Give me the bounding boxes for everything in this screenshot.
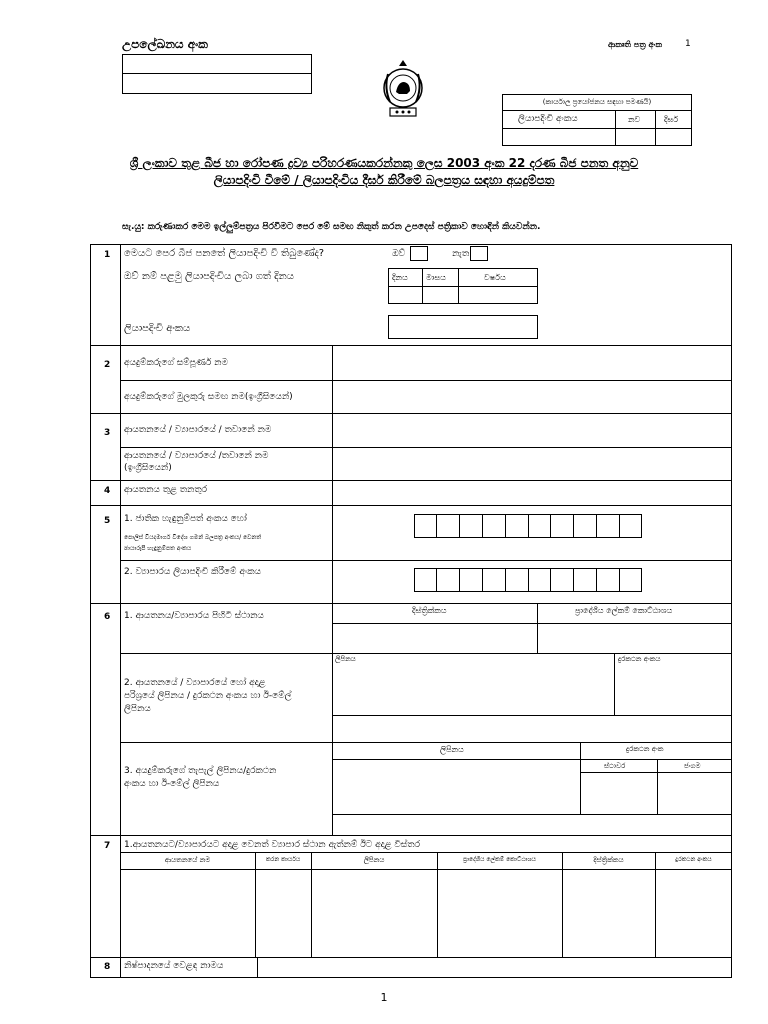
- nic-alternative-note: පොලිස් වියදමාර්ග විදේශ ගමන් බලපත්‍ර අංකය/ වෙනත්: [124, 534, 262, 541]
- col-district: දිස්ත්‍රික්කය: [593, 856, 624, 864]
- institution-name-english-label: ආයතනයේ / ව්‍යාපාරයේ /තවානේ නම: [124, 451, 269, 461]
- premises-address-field-label: ලිපිනය: [335, 655, 356, 663]
- name-with-initials-label: අයදුම්කරුගේ මුලකුරු සමඟ නම(ඉංග්‍රීසියෙන්): [124, 392, 293, 402]
- premises-address-label-3: ලිපිනය: [124, 704, 151, 714]
- col-divisional-secretariat: ප්‍රාදේශීය ලේකම් කොට්ඨාශය: [463, 856, 536, 863]
- trade-name-label: නිෂ්පාදනයේ වෙළඳ නාමය: [124, 961, 224, 971]
- form-number-label: ආකෘති පත්‍ර අංක: [608, 40, 662, 49]
- office-new-label: නව: [628, 115, 641, 124]
- premises-phone-field-label: දුරකථන අංකය: [618, 655, 661, 663]
- mobile-label: ජංගම: [684, 762, 701, 770]
- row-4-number: 4: [104, 486, 111, 496]
- col-function: කරන කාර්යය: [265, 856, 301, 863]
- yes-label: ඔව්: [392, 249, 406, 259]
- premises-phone-field[interactable]: [616, 665, 731, 714]
- location-label: 1. ආයතනය/ව්‍යාපාරය පිහිටි ස්ථානය: [124, 611, 264, 621]
- no-checkbox[interactable]: [470, 246, 488, 261]
- first-registration-date-label: ඔව් නම් පළමු ලියාපදිංචිය ලබා ගත් දිනය: [124, 271, 294, 282]
- office-renew-label: දිර්ඝ: [664, 115, 679, 124]
- business-registration-label: 2. ව්‍යාපාරය ලියාපදිංචි කිරීමේ අංකය: [124, 567, 261, 577]
- form-title-line1: ශ්‍රී ලංකාව තුළ බීජ හා රෝපණ ද්‍රව්‍ය පරිහරණයකරන්නකු ලෙස 2003 අංක 22 දරණ බීජ පනත අනුව: [129, 156, 639, 170]
- form-number-value: 1: [685, 39, 691, 49]
- institution-name-field[interactable]: [334, 415, 730, 446]
- institution-name-english-note: (ඉංග්‍රීසියෙන්): [124, 463, 172, 473]
- full-name-field[interactable]: [334, 347, 730, 379]
- premises-address-label-2: පරිශ්‍රයේ ලිපිනය / දුරකථන අංකය හා ඊ-මේල්: [124, 691, 292, 701]
- postal-address-field[interactable]: [334, 761, 579, 813]
- row-8-number: 8: [104, 962, 111, 972]
- prior-registration-question: මෙයට පෙර බීජ පනතේ ලියාපදිංචි වී තිබුණේද?: [124, 248, 325, 259]
- row-1-number: 1: [104, 250, 111, 260]
- row-5-number: 5: [104, 516, 111, 526]
- year-label: වර්ෂය: [484, 273, 506, 282]
- office-reg-no-label: ලියාපදිංචි අංකය: [518, 114, 578, 124]
- designation-field[interactable]: [334, 482, 730, 504]
- phone-numbers-label: දුරකථන අංක: [626, 745, 664, 753]
- nic-alternative-note-2: ඡායාරූපී හැඳුනුම්පත අංකය: [124, 545, 192, 552]
- mobile-field[interactable]: [659, 774, 731, 813]
- national-emblem-icon: [380, 58, 426, 124]
- row-3-number: 3: [104, 428, 111, 438]
- premises-address-label-1: 2. ආයතනයේ / ව්‍යාපාරයේ හෝ අදාළ: [124, 678, 266, 688]
- other-locations-table-body[interactable]: [122, 871, 730, 956]
- postal-address-label-2: අංකය හා ඊ-මේල් ලිපිනය: [124, 779, 220, 789]
- nic-number-label: 1. ජාතික හැඳුනුම්පත් අංකය හෝ: [124, 514, 247, 524]
- col-phone: දුරකථන අංකය: [675, 856, 712, 863]
- landline-label: ස්ථාවර: [604, 762, 626, 770]
- page-number: 1: [380, 991, 388, 1004]
- name-with-initials-field[interactable]: [334, 382, 730, 412]
- full-name-label: අයදුම්කරුගේ සම්පූර්ණ නම: [124, 358, 228, 368]
- day-label: දිනය: [392, 273, 408, 282]
- office-use-label: (කාර්යාල ප්‍රයෝජනය සඳහා පමණයි): [542, 98, 652, 106]
- premises-email-field[interactable]: [334, 717, 730, 741]
- district-label: දිස්ත්‍රික්කය: [412, 606, 447, 615]
- trade-name-field[interactable]: [259, 959, 731, 977]
- registration-number-field[interactable]: [388, 315, 538, 339]
- premises-address-field[interactable]: [334, 665, 613, 714]
- instruction-note: සැ.යු: කරුණාකර මෙම ඉල්ලුම්පත්‍රය පිරවීමට පෙර මේ සමඟ නිකුත් කරන උපදෙස් පත්‍රිකාව හොඳින් කියවන්න.: [122, 222, 541, 232]
- row-7-number: 7: [104, 841, 111, 851]
- divisional-secretariat-field[interactable]: [539, 625, 731, 652]
- divisional-secretariat-label: ප්‍රාදේශීය ලේකම් කොට්ඨාශය: [575, 606, 673, 615]
- col-institution-name: ආයතනයේ නම: [164, 856, 211, 864]
- col-address: ලිපිනය: [363, 856, 385, 864]
- postal-address-field-label: ලිපිනය: [440, 745, 464, 754]
- reference-number-label: උපලේඛනය අංක: [122, 37, 208, 51]
- other-locations-label: 1.ආයතනයට/ව්‍යාපාරයට අදාළ වෙනත් ව්‍යාපාර ස්ථාන ඇත්නම් ඊට අදාළ විස්තර: [124, 840, 421, 850]
- registration-number-label: ලියාපදිංචි අංකය: [124, 323, 191, 334]
- month-label: මාසය: [426, 273, 446, 282]
- form-title-line2: ලියාපදිංචි වීමේ / ලියාපදිංචිය දීර්ඝ කිරීමේ බලපත්‍රය සඳහා අයදුම්පත: [213, 173, 555, 187]
- no-label: නැත: [452, 249, 470, 259]
- district-field[interactable]: [334, 625, 536, 652]
- institution-name-english-field[interactable]: [334, 449, 730, 479]
- row-2-number: 2: [104, 360, 111, 370]
- designation-label: ආයතනය තුළ තනතුර: [124, 485, 208, 495]
- reference-number-box[interactable]: [122, 54, 312, 94]
- row-6-number: 6: [104, 612, 111, 622]
- landline-field[interactable]: [582, 774, 656, 813]
- yes-checkbox[interactable]: [410, 246, 428, 261]
- postal-address-label-1: 3. අයදුම්කරුගේ තැපැල් ලිපිනය/දුරකථන: [124, 766, 277, 776]
- institution-name-label: ආයතනයේ / ව්‍යාපාරයේ / තවානේ නම: [124, 425, 272, 435]
- applicant-email-field[interactable]: [334, 816, 730, 834]
